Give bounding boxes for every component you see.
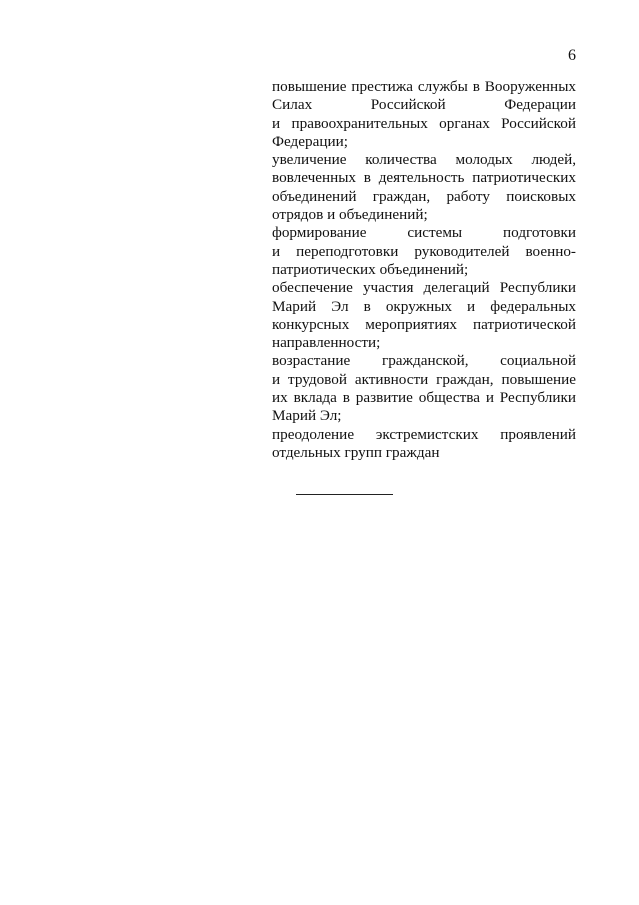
- text-line: отрядов и объединений;: [272, 206, 428, 224]
- text-line: повышение престижа службы в Вооруженных: [272, 78, 576, 95]
- text-line: и правоохранительных органах Российской: [272, 114, 576, 132]
- text-line: объединений граждан, работу поисковых: [272, 187, 576, 205]
- text-line: возрастание гражданской, социальной: [272, 352, 576, 370]
- text-line: формирование системы подготовки: [272, 224, 576, 242]
- text-line: направленности;: [272, 334, 381, 352]
- page-number: 6: [568, 47, 576, 64]
- text-line: вовлеченных в деятельность патриотических: [272, 169, 576, 187]
- text-line: их вклада в развитие общества и Республики: [272, 389, 576, 407]
- text-line: Силах Российской Федерации: [272, 96, 576, 114]
- end-separator-line: [296, 494, 393, 495]
- text-line: увеличение количества молодых людей,: [272, 151, 576, 169]
- text-line: Марий Эл в окружных и федеральных: [272, 297, 576, 315]
- text-line: отдельных групп граждан: [272, 443, 440, 461]
- text-line: патриотических объединений;: [272, 260, 469, 278]
- text-line: и переподготовки руководителей военно-: [272, 242, 576, 260]
- text-line: Марий Эл;: [272, 407, 342, 425]
- text-line: Федерации;: [272, 132, 348, 150]
- document-body: [272, 78, 576, 462]
- text-line: конкурсных мероприятиях патриотической: [272, 315, 576, 333]
- text-line: и трудовой активности граждан, повышение: [272, 370, 576, 388]
- text-line: преодоление экстремистских проявлений: [272, 425, 576, 443]
- text-line: обеспечение участия делегаций Республики: [272, 279, 576, 297]
